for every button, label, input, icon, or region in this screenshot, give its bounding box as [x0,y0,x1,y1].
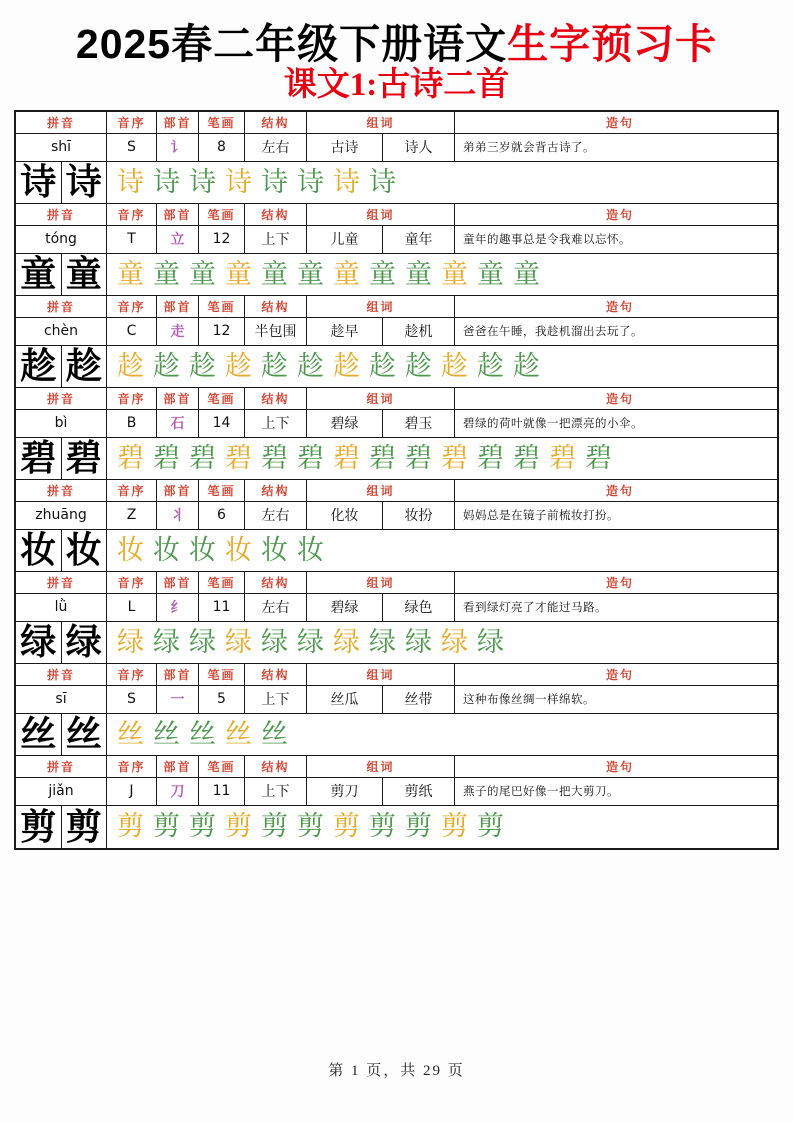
bihua-value: 12 [199,318,245,345]
col-header-yinxu: 音序 [107,296,157,317]
character-block [16,756,777,848]
bushou-value: 石 [157,410,199,437]
big-character: 丝 [16,714,62,755]
zuci-value-1: 丝瓜 [307,686,383,713]
zaoju-value: 看到绿灯亮了才能过马路。 [463,602,607,615]
stroke-step: 绿 [261,626,288,657]
zuci-value-2: 童年 [383,226,455,253]
col-header-zuci: 组词 [307,388,455,409]
jiegou-value: 左右 [245,134,307,161]
stroke-step: 剪 [333,811,360,842]
bushou-value: 讠 [157,134,199,161]
stroke-sequence [107,530,777,571]
stroke-step: 绿 [153,626,180,657]
col-header-bushou: 部首 [157,388,199,409]
stroke-step: 丝 [117,718,144,749]
col-header-yinxu: 音序 [107,572,157,593]
character-block [16,480,777,572]
col-header-zaoju: 造句 [605,759,634,774]
bushou-value: 纟 [157,594,199,621]
col-header-zuci: 组词 [307,112,455,133]
big-character: 剪 [16,806,62,848]
stroke-sequence [107,622,777,663]
col-header-zaoju: 造句 [605,391,634,406]
col-header-bihua: 笔画 [199,112,245,133]
character-stroke-row [16,622,777,664]
stroke-step: 碧 [117,442,144,473]
stroke-step: 童 [189,258,216,289]
big-character: 童 [62,254,108,295]
stroke-step: 绿 [333,626,360,657]
stroke-sequence [107,438,777,479]
stroke-step: 碧 [441,442,468,473]
stroke-step: 剪 [189,811,216,842]
stroke-step: 妆 [153,534,180,565]
big-character: 趁 [62,346,108,387]
stroke-step: 丝 [225,718,252,749]
stroke-step: 趁 [405,350,432,381]
stroke-step: 绿 [477,626,504,657]
character-data-row [16,594,777,622]
stroke-sequence [107,346,777,387]
col-header-bihua: 笔画 [199,296,245,317]
jiegou-value: 上下 [245,778,307,805]
col-header-jiegou: 结构 [245,204,307,225]
stroke-step: 趁 [513,350,540,381]
col-header-pinyin: 拼音 [16,572,107,593]
col-header-bihua: 笔画 [199,664,245,685]
character-block [16,204,777,296]
zuci-value-2: 趁机 [383,318,455,345]
col-header-pinyin: 拼音 [16,480,107,501]
stroke-step: 诗 [369,166,396,197]
stroke-sequence [107,254,777,295]
column-header-row [16,204,777,226]
stroke-step: 妆 [117,534,144,565]
stroke-step: 绿 [405,626,432,657]
col-header-jiegou: 结构 [245,664,307,685]
zuci-value-1: 儿童 [307,226,383,253]
stroke-step: 剪 [117,811,144,842]
zuci-value-1: 碧绿 [307,594,383,621]
bihua-value: 12 [199,226,245,253]
col-header-bihua: 笔画 [199,204,245,225]
col-header-bihua: 笔画 [199,388,245,409]
column-header-row [16,572,777,594]
zuci-value-2: 丝带 [383,686,455,713]
big-character: 绿 [62,622,108,663]
pinyin-value: tóng [16,226,107,253]
stroke-step: 妆 [225,534,252,565]
jiegou-value: 上下 [245,226,307,253]
page-number: 第 1 页，共 29 页 [328,1063,465,1079]
col-header-zuci: 组词 [307,204,455,225]
character-data-row [16,318,777,346]
col-header-bihua: 笔画 [199,572,245,593]
big-character: 碧 [62,438,108,479]
big-character: 诗 [16,162,62,203]
pinyin-value: chèn [16,318,107,345]
yinxu-value: B [107,410,157,437]
col-header-bushou: 部首 [157,296,199,317]
bihua-value: 14 [199,410,245,437]
col-header-zuci: 组词 [307,572,455,593]
character-block [16,112,777,204]
stroke-step: 绿 [117,626,144,657]
col-header-zaoju: 造句 [605,299,634,314]
stroke-step: 剪 [477,811,504,842]
bushou-value: 一 [157,686,199,713]
stroke-step: 趁 [333,350,360,381]
bihua-value: 6 [199,502,245,529]
character-data-row [16,502,777,530]
bihua-value: 11 [199,594,245,621]
col-header-bushou: 部首 [157,480,199,501]
character-block [16,664,777,756]
stroke-step: 剪 [441,811,468,842]
stroke-step: 碧 [189,442,216,473]
stroke-step: 童 [153,258,180,289]
stroke-sequence [107,806,777,848]
col-header-bihua: 笔画 [199,480,245,501]
stroke-step: 绿 [297,626,324,657]
stroke-step: 趁 [441,350,468,381]
jiegou-value: 左右 [245,502,307,529]
character-table [14,110,779,850]
pinyin-value: sī [16,686,107,713]
stroke-step: 妆 [189,534,216,565]
yinxu-value: S [107,134,157,161]
zaoju-value: 燕子的尾巴好像一把大剪刀。 [463,786,619,799]
zuci-value-1: 剪刀 [307,778,383,805]
pinyin-value: bì [16,410,107,437]
stroke-step: 碧 [405,442,432,473]
stroke-step: 童 [405,258,432,289]
character-data-row [16,410,777,438]
stroke-step: 诗 [153,166,180,197]
stroke-step: 诗 [333,166,360,197]
stroke-step: 碧 [549,442,576,473]
yinxu-value: J [107,778,157,805]
col-header-pinyin: 拼音 [16,204,107,225]
character-data-row [16,686,777,714]
col-header-pinyin: 拼音 [16,756,107,777]
character-stroke-row [16,806,777,848]
col-header-jiegou: 结构 [245,112,307,133]
zuci-value-2: 绿色 [383,594,455,621]
stroke-step: 趁 [117,350,144,381]
col-header-zuci: 组词 [307,480,455,501]
stroke-step: 妆 [297,534,324,565]
col-header-bihua: 笔画 [199,756,245,777]
stroke-step: 趁 [297,350,324,381]
col-header-zuci: 组词 [307,664,455,685]
big-character: 绿 [16,622,62,663]
stroke-step: 诗 [189,166,216,197]
col-header-yinxu: 音序 [107,664,157,685]
stroke-step: 趁 [369,350,396,381]
stroke-step: 趁 [189,350,216,381]
big-character: 童 [16,254,62,295]
bushou-value: 丬 [157,502,199,529]
stroke-step: 剪 [225,811,252,842]
zuci-value-2: 剪纸 [383,778,455,805]
bihua-value: 5 [199,686,245,713]
stroke-step: 趁 [225,350,252,381]
column-header-row [16,756,777,778]
jiegou-value: 上下 [245,410,307,437]
stroke-step: 剪 [261,811,288,842]
col-header-yinxu: 音序 [107,112,157,133]
column-header-row [16,664,777,686]
stroke-step: 妆 [261,534,288,565]
stroke-step: 碧 [477,442,504,473]
col-header-zaoju: 造句 [605,483,634,498]
stroke-step: 童 [513,258,540,289]
col-header-pinyin: 拼音 [16,388,107,409]
stroke-step: 剪 [405,811,432,842]
column-header-row [16,296,777,318]
zaoju-value: 爸爸在午睡，我趁机溜出去玩了。 [463,326,643,339]
stroke-step: 童 [333,258,360,289]
stroke-step: 碧 [153,442,180,473]
col-header-yinxu: 音序 [107,204,157,225]
character-data-row [16,226,777,254]
col-header-zaoju: 造句 [605,207,634,222]
yinxu-value: S [107,686,157,713]
stroke-sequence [107,162,777,203]
bihua-value: 11 [199,778,245,805]
pinyin-value: shī [16,134,107,161]
yinxu-value: T [107,226,157,253]
page-title-black: 2025春二年级下册语文 [75,21,508,67]
zaoju-value: 碧绿的荷叶就像一把漂亮的小伞。 [463,418,643,431]
stroke-step: 诗 [297,166,324,197]
jiegou-value: 上下 [245,686,307,713]
zuci-value-2: 诗人 [383,134,455,161]
col-header-jiegou: 结构 [245,756,307,777]
stroke-step: 绿 [225,626,252,657]
character-stroke-row [16,714,777,756]
stroke-step: 童 [477,258,504,289]
col-header-bushou: 部首 [157,204,199,225]
stroke-step: 碧 [261,442,288,473]
stroke-step: 丝 [153,718,180,749]
stroke-step: 诗 [225,166,252,197]
zaoju-value: 这种布像丝绸一样绵软。 [463,694,595,707]
zuci-value-1: 趁早 [307,318,383,345]
stroke-step: 剪 [153,811,180,842]
pinyin-value: jiǎn [16,778,107,805]
character-stroke-row [16,162,777,204]
column-header-row [16,388,777,410]
col-header-zaoju: 造句 [605,115,634,130]
bushou-value: 立 [157,226,199,253]
stroke-step: 丝 [261,718,288,749]
stroke-step: 童 [297,258,324,289]
col-header-pinyin: 拼音 [16,664,107,685]
yinxu-value: L [107,594,157,621]
col-header-bushou: 部首 [157,756,199,777]
page-title [0,22,793,67]
stroke-step: 趁 [477,350,504,381]
stroke-step: 童 [117,258,144,289]
stroke-step: 碧 [225,442,252,473]
stroke-step: 趁 [153,350,180,381]
col-header-bushou: 部首 [157,572,199,593]
column-header-row [16,480,777,502]
stroke-step: 剪 [369,811,396,842]
zaoju-value: 妈妈总是在镜子前梳妆打扮。 [463,510,619,523]
bushou-value: 刀 [157,778,199,805]
lesson-subtitle: 课文1:古诗二首 [283,67,510,104]
pinyin-value: zhuāng [16,502,107,529]
zuci-value-1: 化妆 [307,502,383,529]
character-block [16,296,777,388]
col-header-jiegou: 结构 [245,296,307,317]
zuci-value-2: 妆扮 [383,502,455,529]
col-header-pinyin: 拼音 [16,296,107,317]
col-header-zuci: 组词 [307,296,455,317]
bihua-value: 8 [199,134,245,161]
big-character: 剪 [62,806,108,848]
jiegou-value: 半包围 [245,318,307,345]
stroke-step: 剪 [297,811,324,842]
stroke-step: 绿 [441,626,468,657]
pinyin-value: lǜ [16,594,107,621]
stroke-step: 碧 [585,442,612,473]
character-stroke-row [16,530,777,572]
character-stroke-row [16,346,777,388]
character-stroke-row [16,254,777,296]
stroke-step: 诗 [261,166,288,197]
yinxu-value: Z [107,502,157,529]
big-character: 妆 [62,530,108,571]
stroke-step: 碧 [333,442,360,473]
col-header-bushou: 部首 [157,112,199,133]
character-block [16,572,777,664]
col-header-jiegou: 结构 [245,572,307,593]
stroke-step: 绿 [189,626,216,657]
big-character: 丝 [62,714,108,755]
stroke-step: 绿 [369,626,396,657]
character-data-row [16,134,777,162]
page-title-red: 生字预习卡 [507,21,718,67]
stroke-step: 趁 [261,350,288,381]
zuci-value-1: 碧绿 [307,410,383,437]
zaoju-value: 弟弟三岁就会背古诗了。 [463,142,595,155]
stroke-step: 童 [441,258,468,289]
big-character: 诗 [62,162,108,203]
col-header-bushou: 部首 [157,664,199,685]
character-data-row [16,778,777,806]
zuci-value-2: 碧玉 [383,410,455,437]
stroke-step: 诗 [117,166,144,197]
yinxu-value: C [107,318,157,345]
bushou-value: 走 [157,318,199,345]
stroke-step: 童 [225,258,252,289]
col-header-zaoju: 造句 [605,575,634,590]
col-header-yinxu: 音序 [107,756,157,777]
stroke-step: 碧 [369,442,396,473]
stroke-step: 碧 [297,442,324,473]
col-header-jiegou: 结构 [245,480,307,501]
character-block [16,388,777,480]
zaoju-value: 童年的趣事总是令我难以忘怀。 [463,234,631,247]
col-header-yinxu: 音序 [107,480,157,501]
column-header-row [16,112,777,134]
stroke-step: 碧 [513,442,540,473]
stroke-step: 童 [369,258,396,289]
col-header-zuci: 组词 [307,756,455,777]
character-stroke-row [16,438,777,480]
stroke-step: 童 [261,258,288,289]
stroke-step: 丝 [189,718,216,749]
big-character: 妆 [16,530,62,571]
col-header-zaoju: 造句 [605,667,634,682]
col-header-pinyin: 拼音 [16,112,107,133]
big-character: 碧 [16,438,62,479]
big-character: 趁 [16,346,62,387]
col-header-jiegou: 结构 [245,388,307,409]
jiegou-value: 左右 [245,594,307,621]
col-header-yinxu: 音序 [107,388,157,409]
zuci-value-1: 古诗 [307,134,383,161]
stroke-sequence [107,714,777,755]
